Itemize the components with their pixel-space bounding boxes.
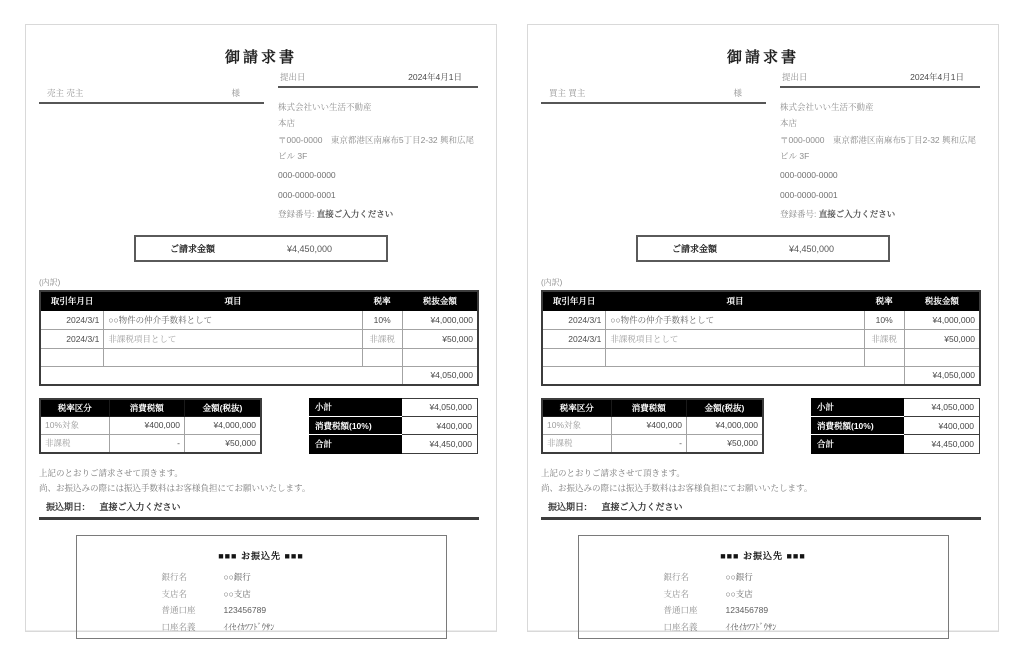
issuer-company: 株式会社いい生活不動産 bbox=[278, 102, 372, 112]
issuer-address: 〒000-0000 東京都港区南麻布5丁目2-32 興和広尾ビル 3F bbox=[780, 134, 977, 161]
tax-total-label: 消費税額(10%) bbox=[310, 417, 402, 435]
tax-header-tax: 消費税額 bbox=[109, 399, 184, 417]
tax-summary-zone bbox=[541, 398, 980, 454]
branch-name-value: ○○支店 bbox=[725, 588, 753, 599]
item-date bbox=[40, 349, 104, 367]
account-holder-label: 口座名義 bbox=[161, 621, 196, 632]
items-header-rate: 税率 bbox=[362, 291, 402, 311]
submit-date-value: 2024年4月1日 bbox=[408, 72, 462, 82]
issuer-info bbox=[278, 99, 478, 222]
tax-row bbox=[812, 417, 980, 435]
invoice-title: 御請求書 bbox=[224, 49, 297, 66]
bank-row bbox=[664, 569, 948, 586]
note-line: 尚、お振込みの際には振込手数料はお客様負担にてお願いいたします。 bbox=[39, 483, 311, 494]
registration-label: 登録番号: bbox=[278, 208, 315, 219]
bank-row bbox=[162, 619, 446, 636]
item-amount: ¥4,000,000 bbox=[402, 311, 478, 330]
item-tax-rate bbox=[362, 349, 402, 367]
item-description: ○○物件の仲介手数料として bbox=[104, 311, 362, 330]
item-date: 2024/3/1 bbox=[542, 311, 606, 330]
account-holder-value: ｲｲｾｲｶﾂﾌﾄﾞｳｻﾝ bbox=[725, 621, 777, 632]
item-description: 非課税項目として bbox=[606, 330, 864, 349]
branch-name-label: 支店名 bbox=[663, 588, 690, 599]
item-row bbox=[542, 349, 980, 367]
note-line: 上記のとおりご請求させて頂きます。 bbox=[39, 467, 183, 478]
issuer-block bbox=[780, 71, 980, 222]
item-date: 2024/3/1 bbox=[542, 330, 606, 349]
item-description bbox=[104, 349, 362, 367]
item-date: 2024/3/1 bbox=[40, 311, 104, 330]
tax-category-header-row bbox=[40, 399, 261, 417]
subtotal-label: 小計 bbox=[310, 398, 402, 416]
subtotal-value: ¥4,050,000 bbox=[904, 398, 980, 416]
account-holder-value: ｲｲｾｲｶﾂﾌﾄﾞｳｻﾝ bbox=[223, 621, 275, 632]
bank-row bbox=[664, 586, 948, 603]
tax-summary-zone bbox=[39, 398, 478, 454]
items-subtotal-value: ¥4,050,000 bbox=[402, 367, 478, 385]
item-amount: ¥50,000 bbox=[402, 330, 478, 349]
billed-amount-box bbox=[134, 235, 388, 262]
tax-category-header-row bbox=[542, 399, 763, 417]
grand-total-value: ¥4,450,000 bbox=[904, 435, 980, 453]
item-amount: ¥50,000 bbox=[904, 330, 980, 349]
branch-name-label: 支店名 bbox=[161, 588, 188, 599]
totals-table bbox=[811, 398, 980, 454]
tax-amount: - bbox=[611, 434, 686, 453]
tax-base-amount: ¥50,000 bbox=[686, 434, 763, 453]
submit-date-line bbox=[278, 71, 478, 88]
note-line: 上記のとおりご請求させて頂きます。 bbox=[541, 467, 685, 478]
items-subtotal-spacer bbox=[40, 367, 402, 385]
item-date bbox=[542, 349, 606, 367]
submit-date-line bbox=[780, 71, 980, 88]
registration-label: 登録番号: bbox=[780, 208, 817, 219]
issuer-block bbox=[278, 71, 478, 222]
bank-box-title: ■■■ お振込先 ■■■ bbox=[720, 551, 806, 562]
recipient-name: 買主 買主 bbox=[549, 88, 586, 98]
bank-name-value: ○○銀行 bbox=[725, 572, 753, 583]
payment-due-label: 振込期日: bbox=[548, 502, 587, 513]
item-tax-rate: 10% bbox=[864, 311, 904, 330]
subtotal-label: 小計 bbox=[812, 398, 904, 416]
items-header-amount: 税抜金額 bbox=[904, 291, 980, 311]
items-header-amount: 税抜金額 bbox=[402, 291, 478, 311]
tax-base-amount: ¥50,000 bbox=[184, 434, 261, 453]
note-line: 尚、お振込みの際には振込手数料はお客様負担にてお願いいたします。 bbox=[541, 483, 813, 494]
bank-name-label: 銀行名 bbox=[663, 572, 690, 583]
item-description: ○○物件の仲介手数料として bbox=[606, 311, 864, 330]
submit-date-label: 提出日 bbox=[280, 72, 306, 82]
tax-header-category: 税率区分 bbox=[40, 399, 109, 417]
line-items-table bbox=[541, 290, 981, 386]
bank-row bbox=[664, 602, 948, 619]
bank-name-value: ○○銀行 bbox=[223, 572, 251, 583]
items-header-row bbox=[40, 291, 478, 311]
bank-transfer-box bbox=[578, 535, 949, 639]
grand-total-label: 合計 bbox=[812, 435, 904, 453]
items-subtotal-row bbox=[40, 367, 478, 385]
item-tax-rate: 非課税 bbox=[864, 330, 904, 349]
issuer-registration bbox=[780, 206, 980, 222]
tax-total-label: 消費税額(10%) bbox=[812, 417, 904, 435]
issuer-info bbox=[780, 99, 980, 222]
account-number-value: 123456789 bbox=[725, 605, 769, 616]
issuer-tel: 000-0000-0000 bbox=[278, 170, 336, 181]
items-subtotal-row bbox=[542, 367, 980, 385]
account-number-value: 123456789 bbox=[223, 605, 267, 616]
items-header-date: 取引年月日 bbox=[40, 291, 104, 311]
bank-transfer-box bbox=[76, 535, 447, 639]
registration-value: 直接ご入力ください bbox=[316, 208, 394, 219]
billed-amount-label: ご請求金額 bbox=[170, 244, 216, 255]
issuer-office: 本店 bbox=[780, 118, 798, 129]
bank-row bbox=[162, 586, 446, 603]
invoice-notes bbox=[541, 466, 998, 497]
tax-header-tax: 消費税額 bbox=[611, 399, 686, 417]
billed-amount-box bbox=[636, 235, 890, 262]
recipient-honorific: 様 bbox=[733, 88, 742, 98]
bank-name-label: 銀行名 bbox=[161, 572, 188, 583]
tax-category: 非課税 bbox=[542, 434, 611, 453]
item-amount: ¥4,000,000 bbox=[904, 311, 980, 330]
grand-total-value: ¥4,450,000 bbox=[402, 435, 478, 453]
invoice-header bbox=[541, 71, 980, 222]
tax-category: 10%対象 bbox=[40, 416, 109, 434]
payment-due-value: 直接ご入力ください bbox=[99, 502, 181, 513]
items-subtotal-spacer bbox=[542, 367, 904, 385]
bank-row bbox=[162, 569, 446, 586]
bank-details bbox=[664, 569, 948, 635]
tax-category-row bbox=[542, 434, 763, 453]
totals-table bbox=[309, 398, 478, 454]
payment-due-line bbox=[541, 498, 981, 520]
subtotal-row bbox=[310, 398, 478, 416]
item-tax-rate: 非課税 bbox=[362, 330, 402, 349]
item-tax-rate: 10% bbox=[362, 311, 402, 330]
account-number-label: 普通口座 bbox=[663, 605, 698, 616]
tax-total-value: ¥400,000 bbox=[904, 417, 980, 435]
billed-amount-label: ご請求金額 bbox=[672, 244, 718, 255]
invoice-page-seller bbox=[25, 24, 497, 632]
item-row bbox=[40, 311, 478, 330]
issuer-company: 株式会社いい生活不動産 bbox=[780, 102, 874, 112]
item-amount bbox=[904, 349, 980, 367]
invoice-notes bbox=[39, 466, 496, 497]
grand-total-row bbox=[310, 435, 478, 453]
item-description bbox=[606, 349, 864, 367]
branch-name-value: ○○支店 bbox=[223, 588, 251, 599]
tax-category-table bbox=[39, 398, 262, 454]
issuer-office: 本店 bbox=[278, 118, 296, 129]
registration-value: 直接ご入力ください bbox=[818, 208, 896, 219]
bank-row bbox=[162, 602, 446, 619]
tax-base-amount: ¥4,000,000 bbox=[686, 416, 763, 434]
items-subtotal-value: ¥4,050,000 bbox=[904, 367, 980, 385]
billed-amount-value: ¥4,450,000 bbox=[789, 243, 835, 254]
items-header-item: 項目 bbox=[104, 291, 362, 311]
issuer-registration bbox=[278, 206, 478, 222]
item-description: 非課税項目として bbox=[104, 330, 362, 349]
bank-details bbox=[162, 569, 446, 635]
breakdown-label: (内訳) bbox=[39, 278, 61, 288]
tax-amount: ¥400,000 bbox=[611, 416, 686, 434]
tax-amount: - bbox=[109, 434, 184, 453]
issuer-fax: 000-0000-0001 bbox=[780, 189, 838, 200]
item-row bbox=[40, 330, 478, 349]
tax-category-row bbox=[542, 416, 763, 434]
tax-amount: ¥400,000 bbox=[109, 416, 184, 434]
recipient-line bbox=[39, 87, 264, 104]
items-header-date: 取引年月日 bbox=[542, 291, 606, 311]
items-header-rate: 税率 bbox=[864, 291, 904, 311]
recipient-block bbox=[541, 71, 766, 222]
billed-amount-value: ¥4,450,000 bbox=[287, 243, 333, 254]
item-row bbox=[542, 311, 980, 330]
invoice-page-buyer bbox=[527, 24, 999, 632]
subtotal-value: ¥4,050,000 bbox=[402, 398, 478, 416]
item-amount bbox=[402, 349, 478, 367]
issuer-tel: 000-0000-0000 bbox=[780, 170, 838, 181]
tax-category-row bbox=[40, 416, 261, 434]
tax-row bbox=[310, 417, 478, 435]
invoice-title: 御請求書 bbox=[726, 49, 799, 66]
items-header-row bbox=[542, 291, 980, 311]
account-number-label: 普通口座 bbox=[161, 605, 196, 616]
tax-category: 10%対象 bbox=[542, 416, 611, 434]
recipient-name: 売主 売主 bbox=[47, 88, 84, 98]
tax-category: 非課税 bbox=[40, 434, 109, 453]
items-header-item: 項目 bbox=[606, 291, 864, 311]
tax-header-amount: 金額(税抜) bbox=[686, 399, 763, 417]
line-items-table bbox=[39, 290, 479, 386]
recipient-honorific: 様 bbox=[231, 88, 240, 98]
bank-box-title: ■■■ お振込先 ■■■ bbox=[218, 551, 304, 562]
tax-header-category: 税率区分 bbox=[542, 399, 611, 417]
recipient-line bbox=[541, 87, 766, 104]
tax-total-value: ¥400,000 bbox=[402, 417, 478, 435]
payment-due-label: 振込期日: bbox=[46, 502, 85, 513]
breakdown-label: (内訳) bbox=[541, 278, 563, 288]
issuer-address: 〒000-0000 東京都港区南麻布5丁目2-32 興和広尾ビル 3F bbox=[278, 134, 475, 161]
grand-total-row bbox=[812, 435, 980, 453]
submit-date-value: 2024年4月1日 bbox=[910, 72, 964, 82]
issuer-fax: 000-0000-0001 bbox=[278, 189, 336, 200]
item-row bbox=[542, 330, 980, 349]
tax-base-amount: ¥4,000,000 bbox=[184, 416, 261, 434]
recipient-block bbox=[39, 71, 264, 222]
payment-due-line bbox=[39, 498, 479, 520]
tax-category-table bbox=[541, 398, 764, 454]
payment-due-value: 直接ご入力ください bbox=[601, 502, 683, 513]
tax-header-amount: 金額(税抜) bbox=[184, 399, 261, 417]
item-date: 2024/3/1 bbox=[40, 330, 104, 349]
bank-row bbox=[664, 619, 948, 636]
submit-date-label: 提出日 bbox=[782, 72, 808, 82]
grand-total-label: 合計 bbox=[310, 435, 402, 453]
item-tax-rate bbox=[864, 349, 904, 367]
subtotal-row bbox=[812, 398, 980, 416]
invoice-header bbox=[39, 71, 478, 222]
account-holder-label: 口座名義 bbox=[663, 621, 698, 632]
item-row bbox=[40, 349, 478, 367]
tax-category-row bbox=[40, 434, 261, 453]
